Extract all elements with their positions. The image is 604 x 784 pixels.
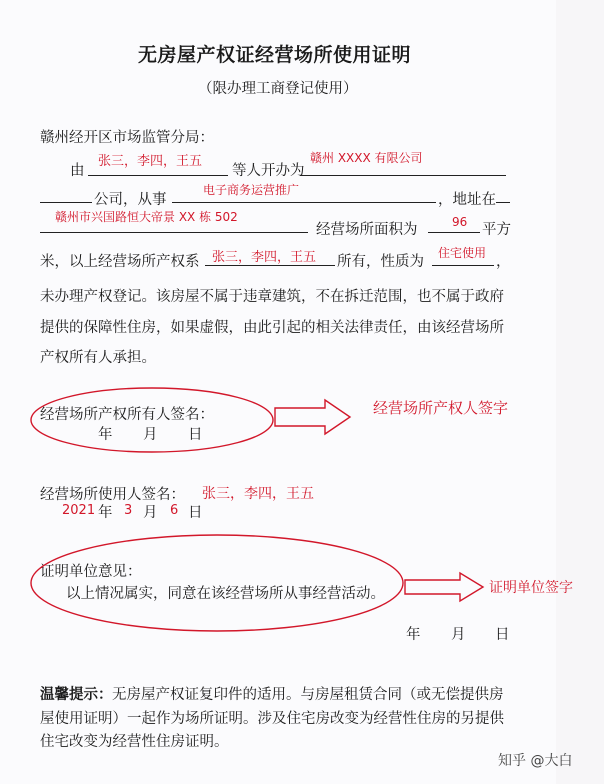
owner-date-day: 日 xyxy=(188,427,203,443)
user-date-day: 日 xyxy=(188,505,203,521)
business-fill: 电子商务运营推广 xyxy=(203,183,300,197)
paragraph-line-7: 产权所有人承担。 xyxy=(40,350,156,366)
paragraph-line-6: 提供的保障性住房，如果虚假，由此引起的相关法律责任，由该经营场所 xyxy=(40,320,504,336)
paragraph-line-5: 未办理产权登记。该房屋不属于违章建筑，不在拆迁范围，也不属于政府 xyxy=(40,289,504,305)
tip-line-3: 住宅改变为经营性住房证明。 xyxy=(40,734,229,750)
user-date-month: 月 xyxy=(143,505,158,521)
company-fill: 赣州 XXXX 有限公司 xyxy=(310,151,423,165)
watermark: 知乎 @大白 xyxy=(498,753,573,769)
user-signers: 张三，李四，王五 xyxy=(202,486,314,502)
text-area-unit: 平方 xyxy=(482,222,511,238)
text-comma: ， xyxy=(496,254,511,270)
text-open-by: 等人开办为 xyxy=(232,163,305,179)
address-fill: 赣州市兴国路恒大帝景 XX 栋 502 xyxy=(55,210,238,224)
tip-line-1: 无房屋产权证复印件的适用。与房屋租赁合同（或无偿提供房 xyxy=(112,687,504,703)
tip-label: 温馨提示： xyxy=(40,686,113,703)
owner-sign-label: 经营场所产权所有人签名： xyxy=(40,407,214,423)
unit-date-day: 日 xyxy=(495,627,510,643)
text-nature: 所有，性质为 xyxy=(337,254,424,270)
unit-annotation: 证明单位签字 xyxy=(489,580,573,596)
area-fill: 96 xyxy=(452,215,468,229)
persons-fill: 张三，李四，王五 xyxy=(98,154,203,169)
owners-fill: 张三，李四，王五 xyxy=(212,250,317,265)
owner-date-month: 月 xyxy=(143,427,158,443)
text-company-engage: 公司，从事 xyxy=(94,192,167,208)
tip-line-2: 屋使用证明）一起作为场所证明。涉及住宅房改变为经营性住房的另提供 xyxy=(40,711,504,727)
unit-date-year: 年 xyxy=(406,627,421,643)
owner-date-year: 年 xyxy=(98,427,113,443)
user-date-year: 年 xyxy=(98,505,113,521)
owner-sign-ellipse xyxy=(31,388,273,452)
owner-arrow-icon xyxy=(275,400,350,434)
nature-fill: 住宅使用 xyxy=(438,246,487,260)
text-area-label: 经营场所面积为 xyxy=(316,222,418,238)
unit-opinion-ellipse xyxy=(31,535,403,631)
unit-date-month: 月 xyxy=(451,627,466,643)
unit-arrow-icon xyxy=(405,573,483,601)
doc-subtitle: （限办理工商登记使用） xyxy=(198,81,358,97)
doc-title: 无房屋产权证经营场所使用证明 xyxy=(138,44,412,66)
user-sign-label: 经营场所使用人签名： xyxy=(40,487,185,503)
text-address-at: ，地址在 xyxy=(438,192,496,208)
text-owned-by: 米，以上经营场所产权系 xyxy=(40,254,200,270)
unit-opinion-label: 证明单位意见： xyxy=(40,564,142,580)
unit-opinion-text: 以上情况属实，同意在该经营场所从事经营活动。 xyxy=(66,586,385,602)
user-date-month-value: 3 xyxy=(124,503,133,518)
user-date-day-value: 6 xyxy=(170,503,179,518)
user-date-year-value: 2021 xyxy=(62,503,96,518)
addressee: 赣州经开区市场监管分局： xyxy=(40,130,214,146)
text-by: 由 xyxy=(70,163,85,179)
owner-annotation: 经营场所产权人签字 xyxy=(373,399,509,417)
